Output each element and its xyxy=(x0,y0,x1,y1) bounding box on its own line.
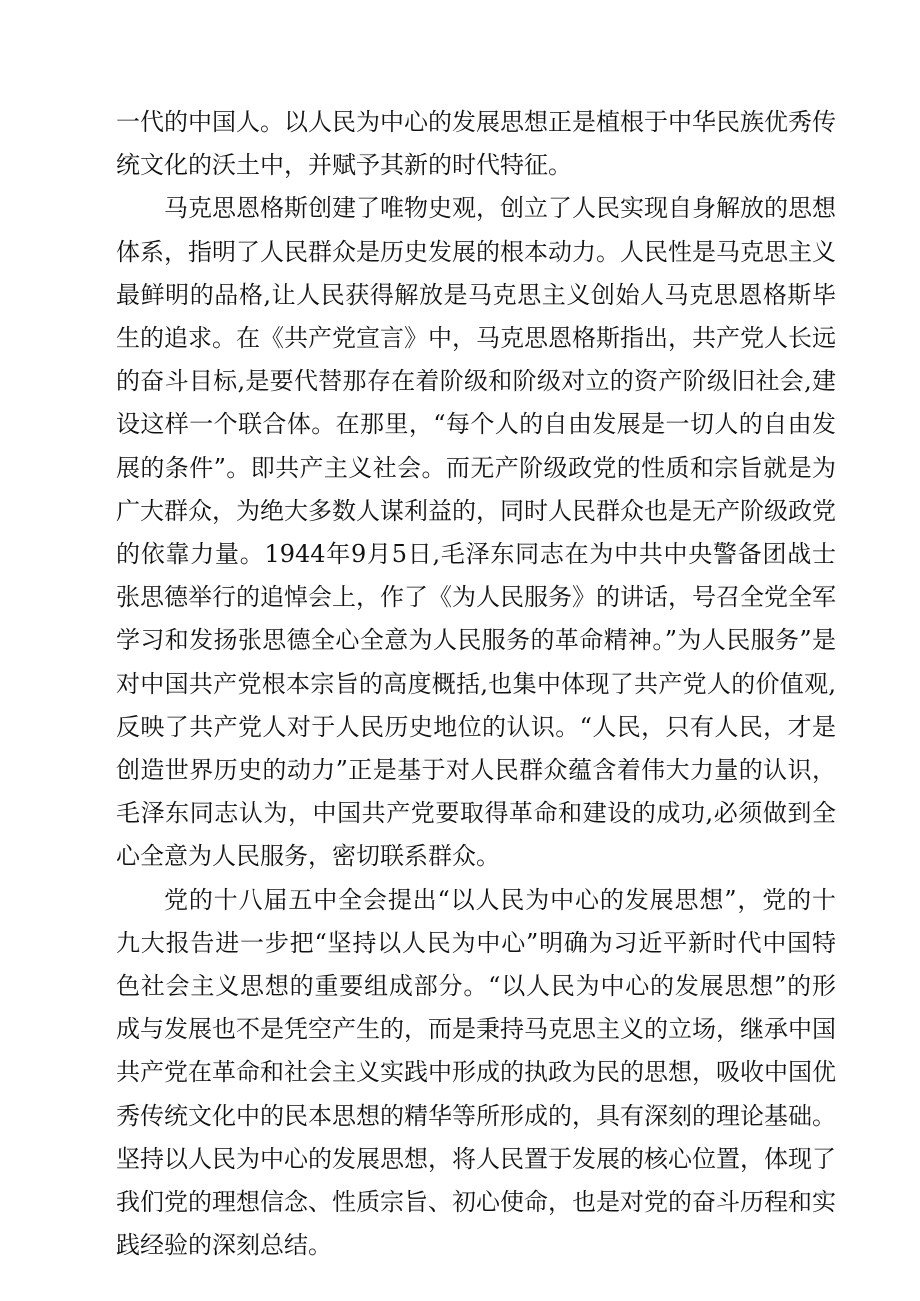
paragraph-people-centered: 党的十八届五中全会提出“以人民为中心的发展思想”，党的十九大报告进一步把“坚持以人民为中心”明确为习近平新时代中国特色社会主义思想的重要组成部分。“以人民为中心的发展思想”的形成与发展也不是凭空产生的，而是秉持马克思主义的立场，继承中国共产党在革命和社会主义实践中形成的执政为民的思想，吸收中国优秀传统文化中的民本思想的精华等所形成的，具有深刻的理论基础。坚持以人民为中心的发展思想，将人民置于发展的核心位置，体现了我们党的理想信念、性质宗旨、初心使命，也是对党的奋斗历程和实践经验的深刻总结。 xyxy=(116,885,836,1260)
paragraph-continuation: 一代的中国人。以人民为中心的发展思想正是植根于中华民族优秀传统文化的沃土中，并赋予其新的时代特征。 xyxy=(116,108,836,180)
paragraph-marx-engels: 马克思恩格斯创建了唯物史观，创立了人民实现自身解放的思想体系，指明了人民群众是历史发展的根本动力。人民性是马克思主义最鲜明的品格,让人民获得解放是马克思主义创始人马克思恩格斯毕生的追求。在《共产党宣言》中，马克思恩格斯指出，共产党人长远的奋斗目标,是要代替那存在着阶级和阶级对立的资产阶级旧社会,建设这样一个联合体。在那里，“每个人的自由发展是一切人的自由发展的条件”。即共产主义社会。而无产阶级政党的性质和宗旨就是为广大群众，为绝大多数人谋利益的，同时人民群众也是无产阶级政党的依靠力量。1944年9月5日,毛泽东同志在为中共中央警备团战士张思德举行的追悼会上，作了《为人民服务》的讲话，号召全党全军学习和发扬张思德全心全意为人民服务的革命精神。”为人民服务”是对中国共产党根本宗旨的高度概括,也集中体现了共产党人的价值观,反映了共产党人对于人民历史地位的认识。“人民，只有人民，才是创造世界历史的动力”正是基于对人民群众蕴含着伟大力量的认识，毛泽东同志认为，中国共产党要取得革命和建设的成功,必须做到全心全意为人民服务，密切联系群众。 xyxy=(116,194,836,871)
document-body xyxy=(116,101,836,1267)
